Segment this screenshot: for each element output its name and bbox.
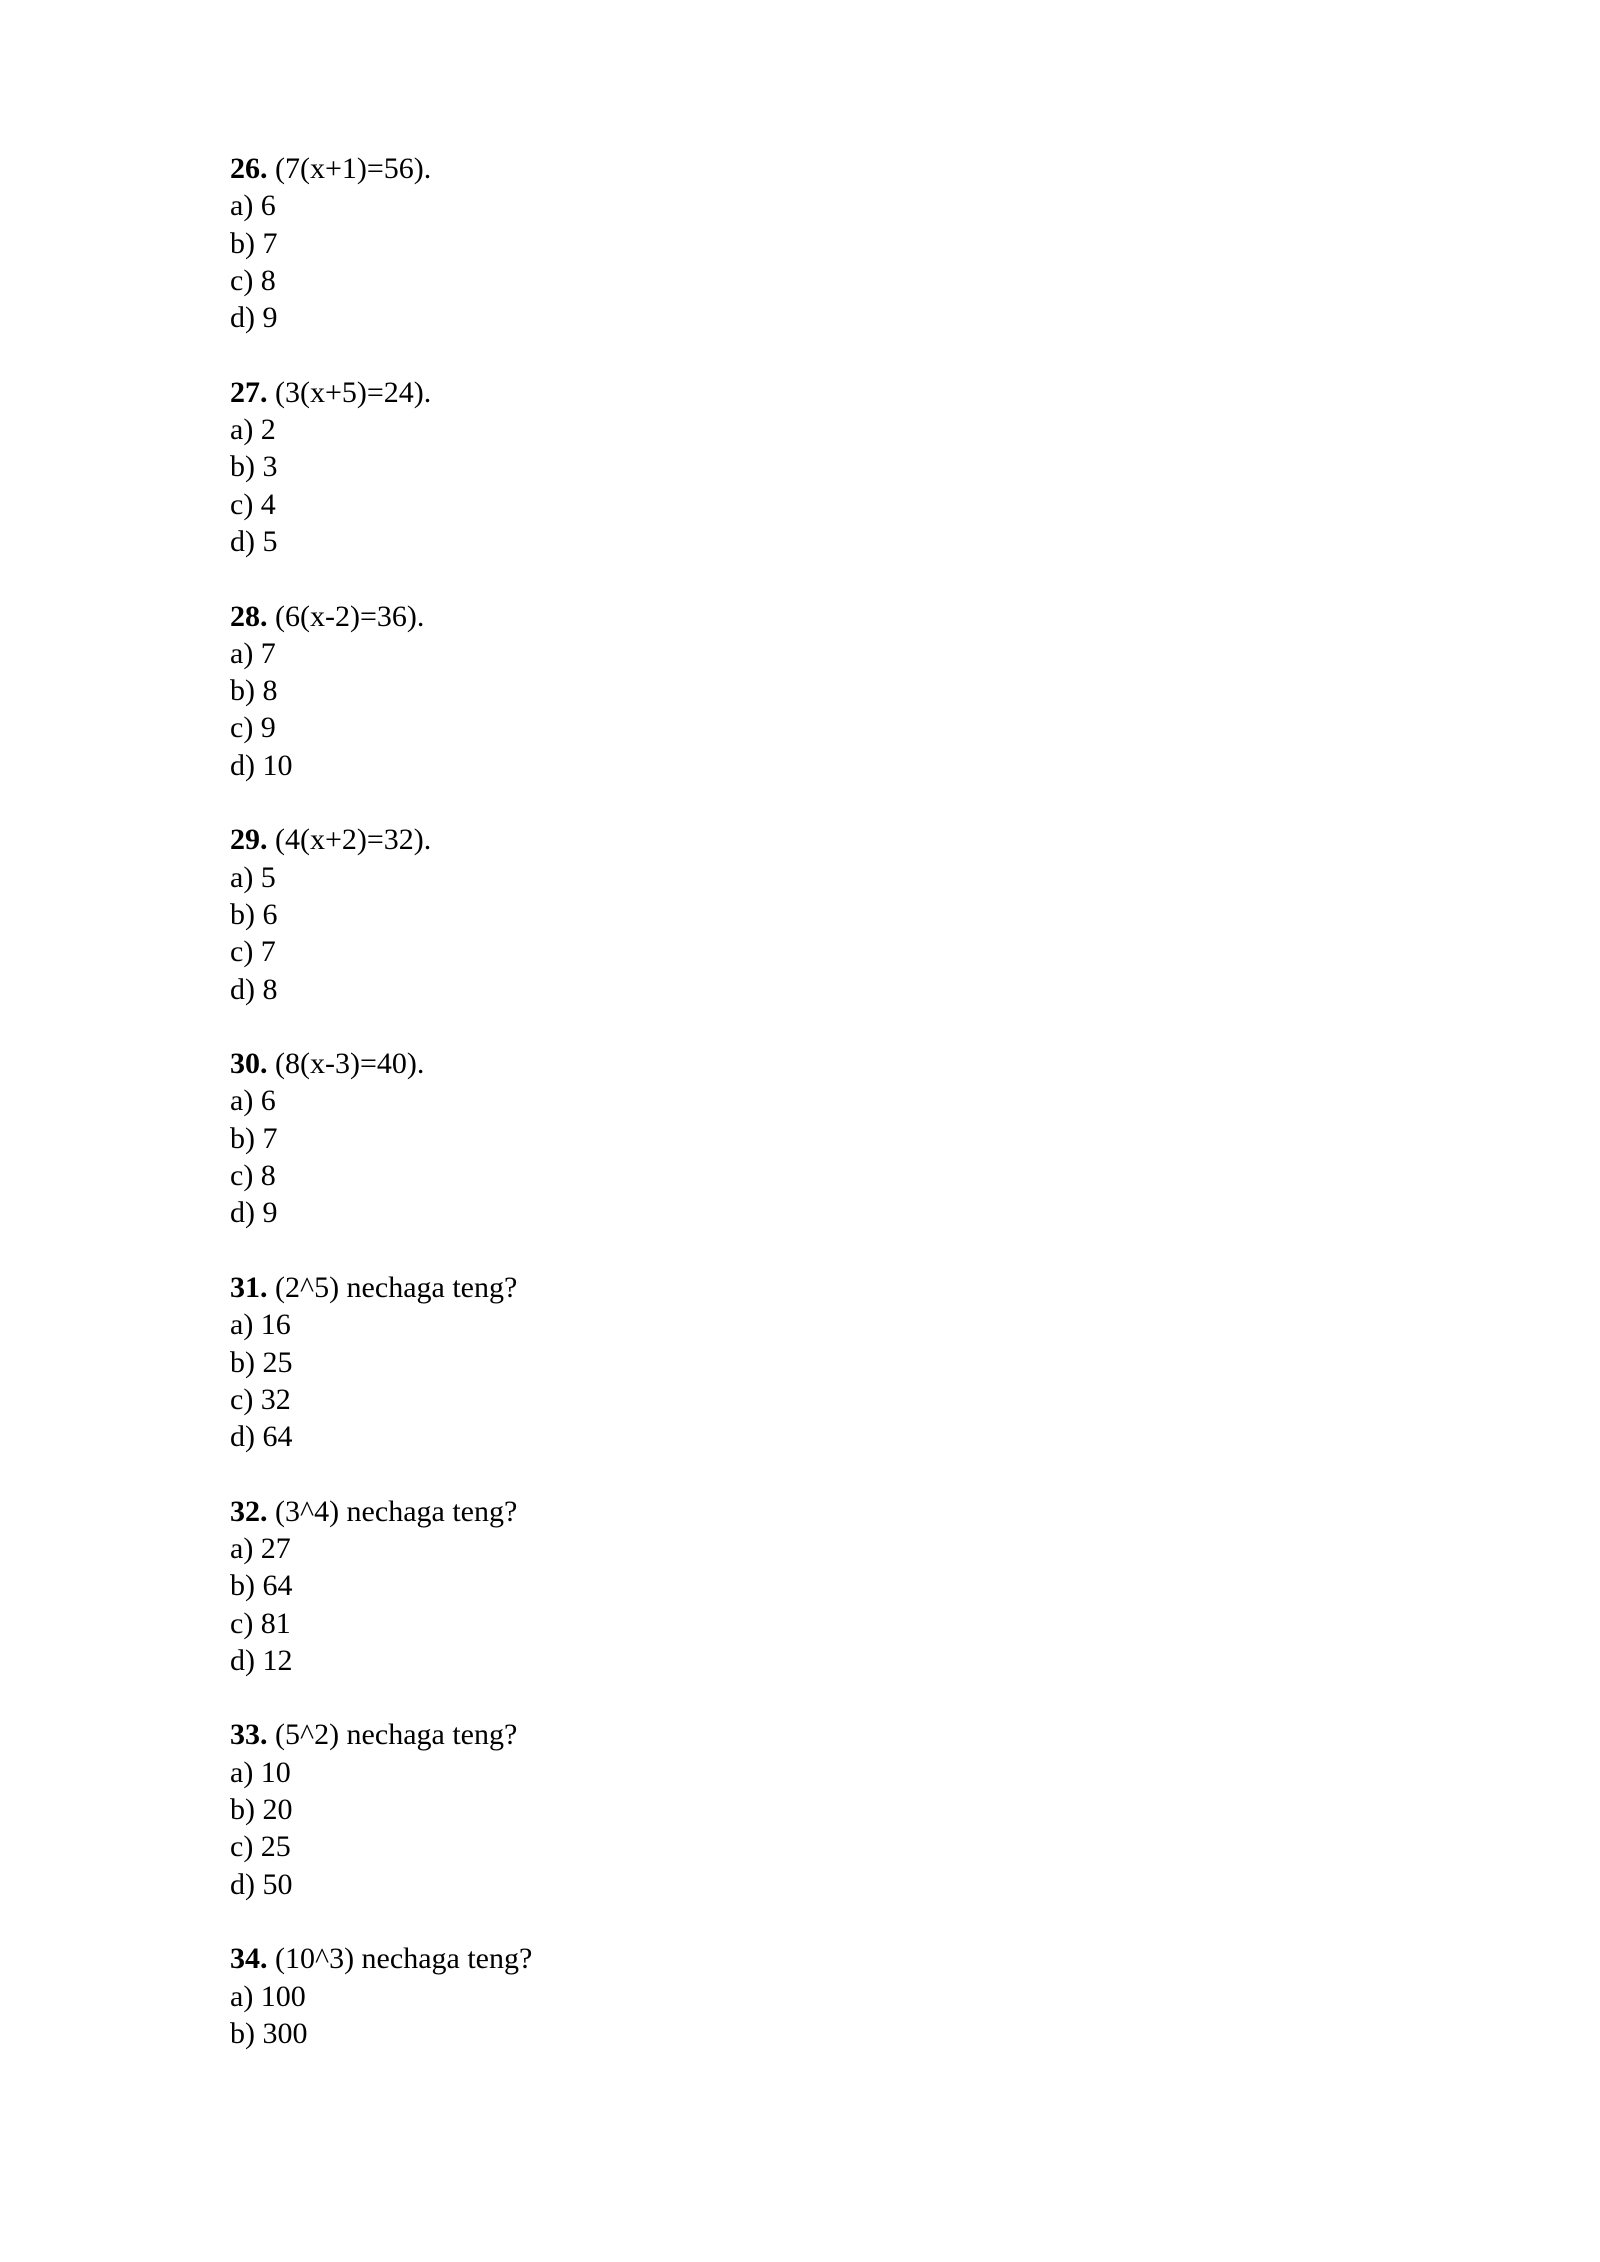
option-c: c) 7 — [230, 935, 276, 969]
option-b: b) 20 — [230, 1793, 293, 1827]
option-b: b) 7 — [230, 1121, 278, 1155]
question-31 — [230, 1269, 1430, 1455]
question-number: 32. — [230, 1494, 268, 1528]
question-number: 27. — [230, 375, 268, 409]
question-prompt — [230, 150, 1430, 187]
question-28 — [230, 598, 1430, 784]
option-d: d) 9 — [230, 301, 278, 335]
option-c: c) 81 — [230, 1606, 291, 1640]
question-text: (10^3) nechaga teng? — [267, 1942, 533, 1976]
question-26 — [230, 150, 1430, 336]
option-d: d) 64 — [230, 1420, 293, 1454]
option-c: c) 9 — [230, 711, 276, 745]
question-prompt — [230, 374, 1430, 411]
question-34 — [230, 1940, 1430, 2052]
option-b: b) 64 — [230, 1569, 293, 1603]
question-text: (4(x+2)=32). — [267, 823, 432, 857]
question-text: (7(x+1)=56). — [267, 152, 432, 185]
option-a: a) 2 — [230, 413, 276, 447]
question-32 — [230, 1493, 1430, 1679]
question-list — [230, 150, 1430, 2089]
question-text: (2^5) nechaga teng? — [267, 1270, 518, 1304]
option-b: b) 6 — [230, 897, 278, 931]
option-a: a) 6 — [230, 189, 276, 223]
option-c: c) 4 — [230, 487, 276, 521]
option-a: a) 7 — [230, 636, 276, 670]
question-30 — [230, 1045, 1430, 1231]
question-prompt — [230, 1269, 1430, 1306]
question-prompt — [230, 821, 1430, 858]
question-prompt — [230, 1493, 1430, 1530]
option-b: b) 8 — [230, 674, 278, 708]
question-number: 34. — [230, 1942, 268, 1976]
question-number: 33. — [230, 1718, 268, 1752]
option-d: d) 5 — [230, 524, 278, 558]
question-text: (8(x-3)=40). — [267, 1047, 425, 1081]
option-a: a) 6 — [230, 1084, 276, 1118]
question-text: (5^2) nechaga teng? — [267, 1718, 518, 1752]
question-33 — [230, 1716, 1430, 1902]
option-b: b) 3 — [230, 450, 278, 484]
question-prompt — [230, 1045, 1430, 1082]
question-prompt — [230, 1716, 1430, 1753]
question-text: (6(x-2)=36). — [267, 599, 425, 633]
question-text: (3(x+5)=24). — [267, 375, 432, 409]
question-prompt — [230, 1940, 1430, 1977]
question-number: 31. — [230, 1270, 268, 1304]
option-d: d) 9 — [230, 1196, 278, 1230]
question-number: 28. — [230, 599, 268, 633]
question-27 — [230, 374, 1430, 560]
question-text: (3^4) nechaga teng? — [267, 1494, 518, 1528]
option-a: a) 10 — [230, 1755, 291, 1789]
option-a: a) 100 — [230, 1979, 306, 2013]
option-d: d) 50 — [230, 1867, 293, 1901]
option-d: d) 8 — [230, 972, 278, 1006]
option-a: a) 16 — [230, 1308, 291, 1342]
question-29 — [230, 821, 1430, 1007]
question-number: 29. — [230, 823, 268, 857]
option-c: c) 8 — [230, 1159, 276, 1193]
option-d: d) 12 — [230, 1643, 293, 1677]
option-c: c) 8 — [230, 263, 276, 297]
option-c: c) 25 — [230, 1830, 291, 1864]
question-prompt — [230, 598, 1430, 635]
option-b: b) 7 — [230, 226, 278, 260]
option-b: b) 300 — [230, 2016, 308, 2050]
option-d: d) 10 — [230, 748, 293, 782]
option-c: c) 32 — [230, 1382, 291, 1416]
option-b: b) 25 — [230, 1345, 293, 1379]
option-a: a) 5 — [230, 860, 276, 894]
question-number: 26. — [230, 152, 268, 185]
option-a: a) 27 — [230, 1531, 291, 1565]
question-number: 30. — [230, 1047, 268, 1081]
